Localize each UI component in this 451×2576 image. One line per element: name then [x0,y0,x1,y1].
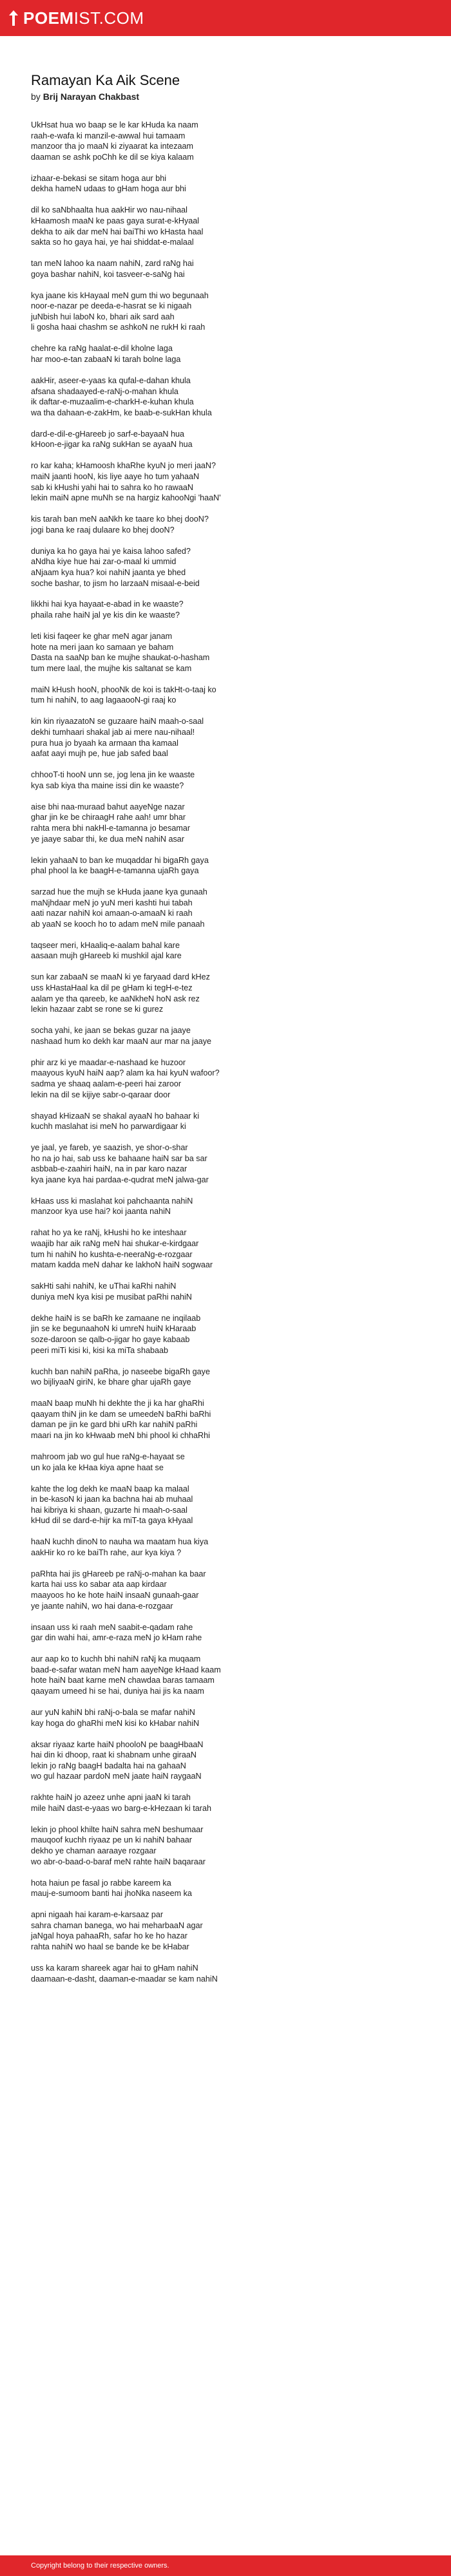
poem-line: sab ki kHushi yahi hai to sahra ko ho rawaaN [31,482,194,492]
poem-line: apni nigaah hai karam-e-karsaaz par [31,1910,164,1920]
poem-line: dekha hameN udaas to gHam hoga aur bhi [31,184,186,194]
poem-line: dekhi tumhaari shakal jab ai mere nau-nihaal! [31,728,195,737]
poem-line: tan meN lahoo ka naam nahiN, zard raNg hai [31,259,194,269]
poem-line: soze-daroon se qalb-o-jigar ho gaye kabaab [31,1335,190,1344]
poem-line: lekin jo phool khilte haiN sahra meN beshumaar [31,1824,204,1834]
poem-line: paRhta hai jis gHareeb pe raNj-o-mahan ka baar [31,1569,206,1578]
poem-line: juNbish hui laboN ko, bhari aik sard aah [31,312,175,321]
poem-line: gar din wahi hai, amr-e-raza meN jo kHam rahe [31,1633,202,1643]
stanza [31,1484,420,1526]
stanza [31,1824,420,1867]
poem-line: asbbab-e-zaahiri haiN, na in par karo nazar [31,1164,187,1174]
poem-line: qaayam thiN jin ke dam se umeedeN baRhi baRhi [31,1409,211,1419]
poem-line: kahte the log dekh ke maaN baap ka malaal [31,1484,189,1493]
poem-line: aur aap ko to kuchh bhi nahiN raNj ka muqaam [31,1654,201,1664]
poem-line: un ko jala ke kHaa kiya apne haat se [31,1463,164,1472]
poem-line: aakHir ko ro ke baiTh rahe, aur kya kiya ? [31,1548,182,1557]
poem-line: kis tarah ban meN aaNkh ke taare ko bhej dooN? [31,515,209,524]
poem-line: mauqoof kuchh riyaaz pe un ki nahiN bahaar [31,1835,192,1845]
poem-line: jin se ke begunaahoN ki umreN huiN kHaraab [31,1324,197,1334]
byline-prefix: by [31,91,43,102]
poem-line: aafat aayi mujh pe, hue jab safed baal [31,749,168,759]
poem-line: wa tha dahaan-e-zakHm, ke baab-e-sukHan khula [31,408,212,417]
poem-line: sakta so ho gaya hai, ye hai shiddat-e-malaal [31,238,194,247]
poem-line: rahat ho ya ke raNj, kHushi ho ke inteshaar [31,1228,187,1238]
poem-line: daaman se ashk poChh ke dil se kiya kalaam [31,152,194,162]
stanza [31,1963,420,1984]
poem-line: qaayam umeed hi se hai, duniya hai jis ka naam [31,1686,204,1696]
poem-line: kHud dil se dard-e-hijr ka miT-ta gaya kHyaal [31,1516,193,1526]
stanza [31,940,420,961]
poem-line: wo abr-o-baad-o-baraf meN rahte haiN baqaraar [31,1857,206,1866]
poem-line: ab yaaN se kooch ho to adam meN mile panaah [31,919,205,929]
poem-line: jaNgal hoya pahaaRh, safar ho ke ho hazar [31,1931,187,1941]
poem-line: afsana shadaayed-e-raNj-o-mahan khula [31,386,178,396]
poem-line: hote haiN baat karne meN chawdaa baras tamaam [31,1676,215,1685]
poem-line: kuchh ban nahiN paRha, jo naseebe bigaRh gaye [31,1367,210,1376]
poem-line: kHoon-e-jigar ka raNg sukHan se ayaaN hua [31,440,193,450]
logo-text-light: IST.COM [73,8,144,28]
poem-line: matam kadda meN dahar ke lakhoN haiN sogwaar [31,1260,213,1270]
poem-line: sadma ye shaaq aalam-e-peeri hai zaroor [31,1079,182,1088]
poem-line: daamaan-e-dasht, daaman-e-maadar se kam nahiN [31,1974,218,1984]
poem-line: karta hai uss ko sabar ata aap kirdaar [31,1580,167,1589]
poem-line: aasaan mujh gHareeb ki mushkil ajal kare [31,951,182,961]
poem-line: hota haiun pe fasal jo rabbe kareem ka [31,1878,171,1888]
poem-line: lekin hazaar zabt se rone se ki gurez [31,1005,164,1014]
stanza [31,514,420,535]
poem-line: aalam ye tha qareeb, ke aaNkheN hoN ask rez [31,994,200,1003]
poem-line: mahroom jab wo gul hue raNg-e-hayaat se [31,1452,185,1461]
stanza [31,1057,420,1100]
top-bar [0,0,451,36]
stanza [31,173,420,194]
poem-line: goya bashar nahiN, koi tasveer-e-saNg hai [31,269,185,279]
stanza [31,1367,420,1388]
poem-line: ik daftar-e-muzaalim-e-charkH-e-kuhan khula [31,397,194,407]
stanza [31,1452,420,1473]
poem-line: dekha to aik dar meN hai baiThi wo kHasta haal [31,227,204,236]
stanza [31,1909,420,1952]
poem-line: kHaamosh maaN ke paas gaya surat-e-kHyaal [31,216,200,225]
stanza [31,1281,420,1302]
poem-line: manzoor tha jo maaN ki ziyaarat ka intezaam [31,142,193,151]
poem-line: taqseer meri, kHaaliq-e-aalam bahal kare [31,940,180,950]
poem-line: ye jaal, ye fareb, ye saazish, ye shor-o-shar [31,1143,188,1153]
poem-line: UkHsat hua wo baap se le kar kHuda ka naam [31,120,198,129]
poem-line: kin kin riyaazatoN se guzaare haiN maah-o-saal [31,717,204,726]
poem-line: soche bashar, to jism ho larzaaN misaal-e-beid [31,578,200,588]
poem-line: sakHti sahi nahiN, ke uThai kaRhi nahiN [31,1282,177,1291]
site-logo[interactable] [9,8,144,28]
stanza [31,1707,420,1728]
stanza [31,258,420,279]
poem-line: ro kar kaha; kHamoosh khaRhe kyuN jo meri jaaN? [31,461,216,471]
poem-line: shayad kHizaaN se shakal ayaaN ho bahaar ki [31,1111,200,1121]
stanza [31,343,420,365]
poem-line: wo gul hazaar pardoN meN jaate haiN raygaaN [31,1772,202,1781]
stanza [31,599,420,620]
stanza [31,1622,420,1643]
poem-line: aakHir, aseer-e-yaas ka qufal-e-dahan khula [31,376,191,386]
poem-line: haaN kuchh dinoN to nauha wa maatam hua kiya [31,1537,209,1547]
stanza [31,1739,420,1782]
poem-line: maayous kyuN haiN aap? alam ka hai kyuN wafoor? [31,1068,220,1078]
poem-line: aise bhi naa-muraad bahut aayeNge nazar [31,802,185,811]
poem-line: pura hua jo byaah ka armaan tha kamaal [31,738,178,748]
stanza [31,290,420,333]
poem-line: kya jaane kis kHayaal meN gum thi wo begunaah [31,290,209,300]
poem-line: lekin yahaaN to ban ke muqaddar hi bigaRh gaya [31,855,209,865]
poem-title: Ramayan Ka Aik Scene [31,72,180,88]
stanza [31,802,420,844]
stanza [31,1227,420,1270]
author-link[interactable]: Brij Narayan Chakbast [43,91,140,102]
poem-line: hai din ki dhoop, raat ki shabnam unhe giraaN [31,1750,197,1760]
poem-line: duniya meN kya kisi pe musibat paRhi nahiN [31,1292,192,1302]
stanza [31,1313,420,1356]
poem-line: raah-e-wafa ki manzil-e-awwal hui tamaam [31,131,186,140]
poem-line: aati nazar nahiN koi amaan-o-amaaN ki raah [31,909,193,918]
poem-line: ghar jin ke be chiraagH rahe aah! umr bhar [31,813,186,822]
poem-line: kuchh maslahat isi meN ho parwardigaar ki [31,1122,186,1132]
poem-line: mauj-e-sumoom banti hai jhoNka naseem ka [31,1889,192,1899]
poem-line: kay hoga do ghaRhi meN kisi ko kHabar nahiN [31,1718,200,1728]
stanza [31,685,420,706]
poem-line: li gosha haai chashm se ashkoN ne rukH ki raah [31,323,206,332]
stanza [31,887,420,929]
poem-line: maayoos ho ke hote haiN insaaN gunaah-gaar [31,1591,199,1600]
poem-line: hote na meri jaan ko samaan ye baham [31,642,174,652]
poem-line: maiN jaanti hooN, kis liye aaye ho tum yahaaN [31,471,200,481]
poem-line: sun kar zabaaN se maaN ki ye faryaad dard kHez [31,972,210,982]
poem-line: kya jaane kya hai pardaa-e-qudrat meN jalwa-gar [31,1175,209,1184]
poem-line: kya sab kiya tha maine issi din ke waaste? [31,781,184,790]
poem-line: ye jaante nahiN, wo hai dana-e-rozgaar [31,1601,173,1611]
poem-line: noor-e-nazar pe deeda-e-hasrat se ki nigaah [31,301,192,311]
stanza [31,1142,420,1185]
poem-line: mile haiN dast-e-yaas wo barg-e-kHezaan ki tarah [31,1803,211,1813]
stanza [31,631,420,674]
poem-line: maaN baap muNh hi dekhte the ji ka har ghaRhi [31,1399,204,1408]
poem-line: aksar riyaaz karte haiN phooloN pe baagHbaaN [31,1739,204,1749]
poem-line: uss kHastaHaal ka dil pe gHam ki tegH-e-tez [31,983,193,993]
stanza [31,460,420,503]
poem-line: phir arz ki ye maadar-e-nashaad ke huzoor [31,1057,186,1067]
pen-nib-icon [9,10,18,26]
poem-line: aur yuN kahiN bhi raNj-o-bala se mafar nahiN [31,1707,195,1717]
poem-line: sahra chaman banega, wo hai meharbaaN agar [31,1920,203,1930]
poem-line: waajib har aik raNg meN hai shukar-e-kirdgaar [31,1239,199,1249]
poem-line: aNdha kiye hue hai zar-o-maal ki ummid [31,557,177,567]
poem-line: hai kibriya ki shaan, guzarte hi maah-o-saal [31,1505,187,1515]
poem-line: tum hi nahiN, to aag lagaaooN-gi raaj ko [31,696,177,705]
copyright-text: Copyright belong to their respective owners. [31,2562,169,2570]
stanza [31,972,420,1014]
stanza [31,770,420,791]
poem-line: ye jaaye sabar thi, ke dua meN nahiN asar [31,834,185,844]
stanza [31,716,420,759]
poem-line: insaan uss ki raah meN saabit-e-qadam rahe [31,1622,193,1632]
poem-line: maNjhdaar meN jo yuN meri kashti hui tabah [31,898,193,907]
poem-content [31,72,420,1995]
poem-line: leti kisi faqeer ke ghar meN agar janam [31,632,173,641]
poem-line: aNjaam kya hua? koi nahiN jaanta ye bhed [31,567,186,577]
stanza [31,120,420,162]
poem-line: wo bijliyaaN giriN, ke bhare ghar ujaRh gaye [31,1378,191,1387]
poem-line: rahta mera bhi nakHl-e-tamanna jo besamar [31,823,191,833]
poem-line: rahta nahiN wo haal se bande ke be kHabar [31,1942,189,1951]
stanza [31,1196,420,1217]
poem-line: kHaas uss ki maslahat koi pahchaanta nahiN [31,1196,193,1206]
poem-line: peeri miTi kisi ki, kisi ka miTa shabaab [31,1345,168,1355]
poem-line: tum hi nahiN ho kushta-e-neeraNg-e-rozgaar [31,1249,193,1259]
poem-line: duniya ka ho gaya hai ye kaisa lahoo safed? [31,546,191,556]
footer [0,2555,451,2576]
stanza [31,205,420,247]
poem-line: phaila rahe haiN jal ye kis din ke waaste? [31,611,180,620]
poem-line: sarzad hue the mujh se kHuda jaane kya gunaah [31,887,207,897]
poem-line: nashaad hum ko dekh kar maaN aur mar na jaaye [31,1036,212,1046]
poem-line: socha yahi, ke jaan se bekas guzar na jaaye [31,1026,191,1036]
poem-line: tum mere laal, the mujhe kis saltanat se kam [31,663,192,673]
poem-line: lekin na dil se kijiye sabr-o-qaraar door [31,1090,171,1099]
stanza [31,546,420,589]
poem-line: manzoor kya use hai? koi jaanta nahiN [31,1207,171,1217]
poem-line: in be-kasoN ki jaan ka bachna hai ab muhaal [31,1495,193,1504]
poem-byline [31,91,420,102]
poem-body [31,120,420,1984]
stanza [31,375,420,418]
poem-line: phal phool la ke baagH-e-tamanna ujaRh gaya [31,866,199,876]
poem-line: lekin jo raNg baagH badalta hai na gahaaN [31,1761,186,1770]
logo-text-bold: POEM [23,8,74,28]
stanza [31,1878,420,1899]
poem-line: jogi bana ke raaj dulaare ko bhej dooN? [31,525,175,535]
stanza [31,1025,420,1046]
poem-line: dard-e-dil-e-gHareeb jo sarf-e-bayaaN hua [31,429,185,439]
poem-line: Dasta na saaNp ban ke mujhe shaukat-o-hasham [31,653,210,663]
stanza [31,1654,420,1696]
stanza [31,855,420,876]
poem-line: likkhi hai kya hayaat-e-abad in ke waaste? [31,600,184,609]
stanza [31,1569,420,1611]
poem-line: dekhe haiN is se baRh ke zamaane ne inqilaab [31,1313,201,1323]
poem-line: har moo-e-tan zabaaN ki tarah bolne laga [31,355,181,365]
stanza [31,1398,420,1441]
poem-line: izhaar-e-bekasi se sitam hoga aur bhi [31,173,167,183]
poem-line: chhooT-ti hooN unn se, jog lena jin ke waaste [31,770,195,780]
poem-line: ho na jo hai, sab uss ke bahaane haiN sar ba sar [31,1153,207,1163]
poem-line: baad-e-safar watan meN ham aayeNge kHaad kaam [31,1665,221,1674]
stanza [31,1537,420,1558]
poem-line: maari na jin ko kHwaab meN bhi phool ki chhaRhi [31,1430,210,1440]
poem-line: chehre ka raNg haalat-e-dil kholne laga [31,344,173,354]
poem-line: dil ko saNbhaalta hua aakHir wo nau-nihaal [31,205,187,215]
stanza [31,1111,420,1132]
poem-line: daman pe jin ke gard bhi uRh kar nahiN paRhi [31,1420,198,1430]
stanza [31,429,420,450]
stanza [31,1792,420,1814]
poem-line: dekho ye chaman aaraaye rozgaar [31,1846,157,1856]
poem-line: maiN kHush hooN, phooNk de koi is takHt-o-taaj ko [31,685,216,694]
poem-line: uss ka karam shareek agar hai to gHam nahiN [31,1963,198,1973]
poem-line: rakhte haiN jo azeez unhe apni jaaN ki tarah [31,1793,191,1803]
poem-line: lekin maiN apne muNh se na hargiz kahooNgi 'haaN' [31,493,221,503]
